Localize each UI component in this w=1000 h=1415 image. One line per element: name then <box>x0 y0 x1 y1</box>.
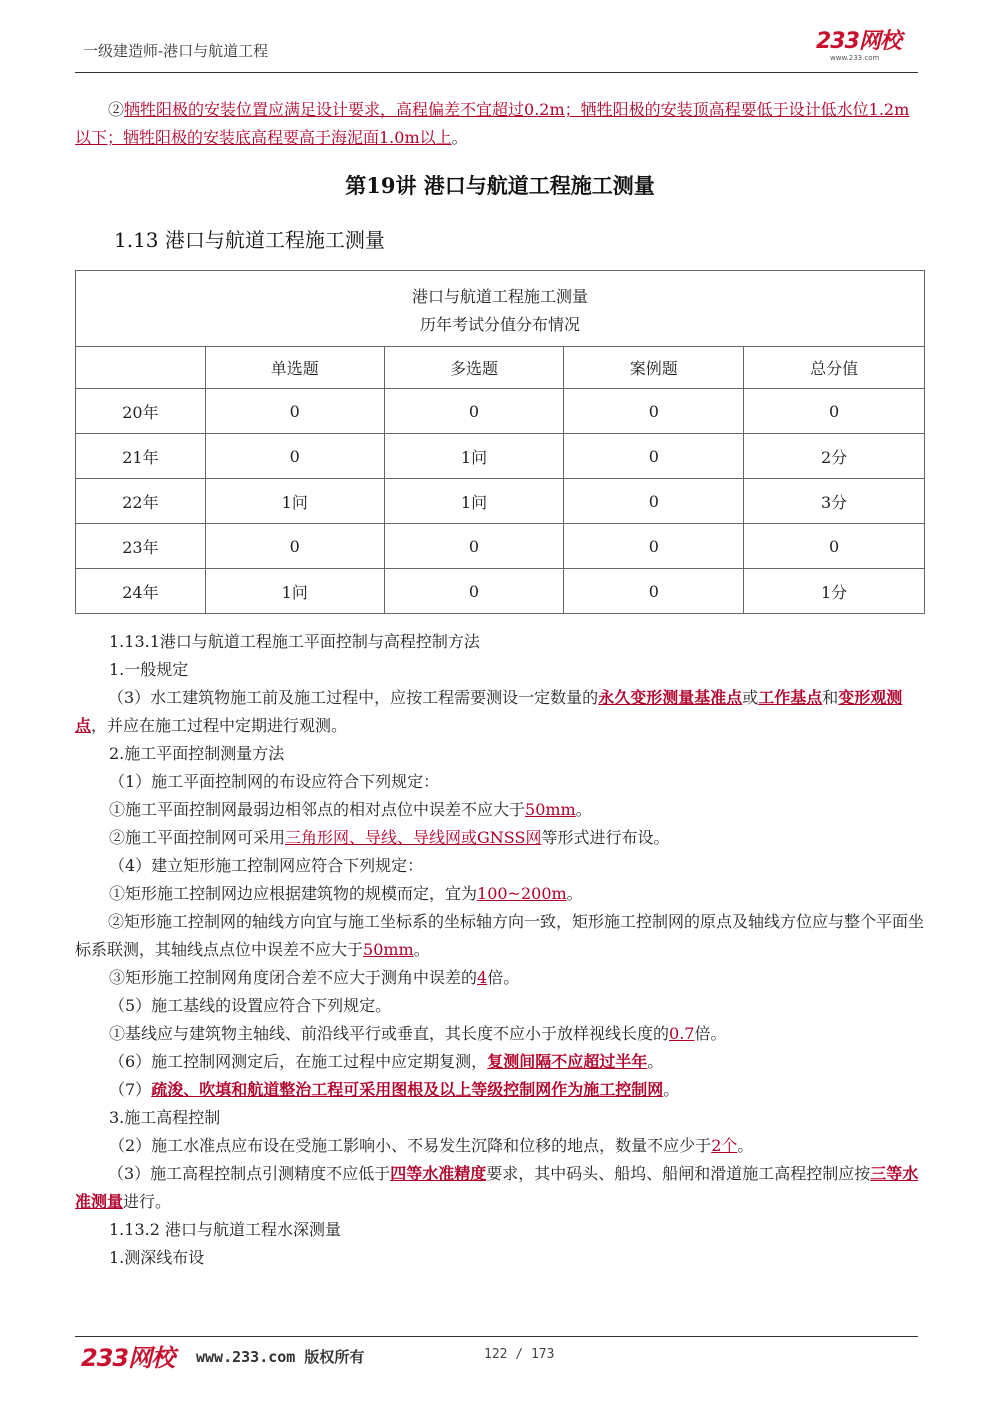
table-cell: 0 <box>564 524 744 569</box>
table-cell: 0 <box>205 524 384 569</box>
table-cell: 24年 <box>76 569 206 614</box>
body-paragraph: （3）施工高程控制点引测精度不应低于四等水准精度要求，其中码头、船坞、船闸和滑道施工高程控制应按三等水准测量进行。 <box>75 1164 919 1211</box>
highlight: 50mm <box>363 940 414 959</box>
highlight: 四等水准精度 <box>390 1164 487 1183</box>
highlight: 2个 <box>711 1136 738 1155</box>
table-cell: 1分 <box>744 569 925 614</box>
subsection-heading: 1.测深线布设 <box>109 1248 205 1267</box>
intro-paragraph: ②牺牲阳极的安装位置应满足设计要求，高程偏差不宜超过0.2m；牺牲阳极的安装顶高程要低于设计低水位1.2m以下；牺牲阳极的安装底高程要高于海泥面1.0m以上。 <box>75 100 910 147</box>
table-cell: 0 <box>384 524 564 569</box>
lecture-title: 第19讲 港口与航道工程施工测量 <box>345 173 655 198</box>
table-cell: 20年 <box>76 389 206 434</box>
section-title: 1.13 港口与航道工程施工测量 <box>114 228 385 252</box>
body-line: （1）施工平面控制网的布设应符合下列规定： <box>109 772 440 791</box>
table-row <box>76 524 925 569</box>
brand-logo-text: 233网校 <box>816 29 901 54</box>
column-header: 多选题 <box>384 347 564 389</box>
body-paragraph: ②矩形施工控制网的轴线方向宜与施工坐标系的坐标轴方向一致，矩形施工控制网的原点及轴线方位应与整个平面坐标系联测，其轴线点点位中误差不应大于50mm。 <box>75 912 925 959</box>
footer-copyright: www.233.com 版权所有 <box>196 1348 365 1366</box>
column-header: 单选题 <box>205 347 384 389</box>
body-line: ①基线应与建筑物主轴线、前沿线平行或垂直，其长度不应小于放样视线长度的0.7倍。 <box>109 1024 727 1043</box>
highlight: 三等水准测量 <box>75 1164 919 1211</box>
body-line: ③矩形施工控制网角度闭合差不应大于测角中误差的4倍。 <box>109 968 520 987</box>
table-cell: 1问 <box>384 434 564 479</box>
highlight: 变形观测点 <box>75 688 903 735</box>
highlight: 100~200m <box>477 884 567 903</box>
highlight: 疏浚、吹填和航道整治工程可采用图根及以上等级控制网作为施工控制网 <box>151 1080 664 1099</box>
table-cell: 1问 <box>205 479 384 524</box>
brand-logo-url: www.233.com <box>830 54 880 62</box>
table-cell: 0 <box>744 524 925 569</box>
table-row <box>76 569 925 614</box>
subsection-heading: 1.一般规定 <box>109 660 189 679</box>
subsection-heading: 3.施工高程控制 <box>109 1108 221 1127</box>
highlight: 复测间隔不应超过半年 <box>487 1052 648 1071</box>
table-cell: 0 <box>564 434 744 479</box>
table-cell: 0 <box>564 569 744 614</box>
table-cell: 22年 <box>76 479 206 524</box>
footer-divider <box>75 1336 918 1337</box>
document-header-title: 一级建造师-港口与航道工程 <box>83 42 269 60</box>
body-line: （2）施工水准点应布设在受施工影响小、不易发生沉降和位移的地点，数量不应少于2个。 <box>109 1136 754 1155</box>
highlight: 永久变形测量基准点 <box>598 688 743 707</box>
table-cell: 2分 <box>744 434 925 479</box>
table-cell: 0 <box>744 389 925 434</box>
page-number: 122 / 173 <box>484 1347 555 1362</box>
table-cell: 1问 <box>384 479 564 524</box>
body-line: ②施工平面控制网可采用三角形网、导线、导线网或GNSS网等形式进行布设。 <box>109 828 670 847</box>
subsection-heading: 2.施工平面控制测量方法 <box>109 744 285 763</box>
body-line: （7）疏浚、吹填和航道整治工程可采用图根及以上等级控制网作为施工控制网。 <box>109 1080 680 1099</box>
table-cell: 0 <box>205 434 384 479</box>
table-cell: 0 <box>205 389 384 434</box>
table-row <box>76 479 925 524</box>
table-cell: 21年 <box>76 434 206 479</box>
table-cell: 3分 <box>744 479 925 524</box>
table-header-row <box>76 347 925 389</box>
column-header: 总分值 <box>744 347 925 389</box>
body-paragraph: （3）水工建筑物施工前及施工过程中，应按工程需要测设一定数量的永久变形测量基准点或工作基点和变形观测点，并应在施工过程中定期进行观测。 <box>75 688 903 735</box>
table-row <box>76 434 925 479</box>
header-divider <box>75 72 918 73</box>
table-cell: 0 <box>564 389 744 434</box>
table-cell: 1问 <box>205 569 384 614</box>
table-cell: 23年 <box>76 524 206 569</box>
body-line: ①矩形施工控制网边应根据建筑物的规模而定，宜为100~200m。 <box>109 884 583 903</box>
subsection-heading: 1.13.2 港口与航道工程水深测量 <box>109 1220 341 1239</box>
body-line: ①施工平面控制网最弱边相邻点的相对点位中误差不应大于50mm。 <box>109 800 592 819</box>
highlight: 牺牲阳极的安装位置应满足设计要求，高程偏差不宜超过0.2m；牺牲阳极的安装顶高程要低于设计低水位1.2m以下；牺牲阳极的安装底高程要高于海泥面1.0m以上 <box>75 100 910 147</box>
subsection-heading: 1.13.1港口与航道工程施工平面控制与高程控制方法 <box>109 632 480 651</box>
score-distribution-table <box>75 270 925 614</box>
highlight: 50mm <box>525 800 576 819</box>
table-cell: 0 <box>384 389 564 434</box>
body-line: （4）建立矩形施工控制网应符合下列规定： <box>109 856 424 875</box>
highlight: 0.7 <box>669 1024 695 1043</box>
highlight: 4 <box>477 968 488 987</box>
brand-logo <box>816 30 916 64</box>
table-cell: 0 <box>564 479 744 524</box>
table-cell: 0 <box>384 569 564 614</box>
body-line: （5）施工基线的设置应符合下列规定。 <box>109 996 392 1015</box>
table-caption: 港口与航道工程施工测量 历年考试分值分布情况 <box>76 271 925 347</box>
column-header <box>76 347 206 389</box>
footer-logo: 233网校 <box>81 1344 175 1372</box>
highlight: 三角形网、导线、导线网或GNSS网 <box>285 828 542 847</box>
table-row <box>76 389 925 434</box>
body-line: （6）施工控制网测定后，在施工过程中应定期复测，复测间隔不应超过半年。 <box>109 1052 664 1071</box>
highlight: 工作基点 <box>758 688 823 707</box>
column-header: 案例题 <box>564 347 744 389</box>
